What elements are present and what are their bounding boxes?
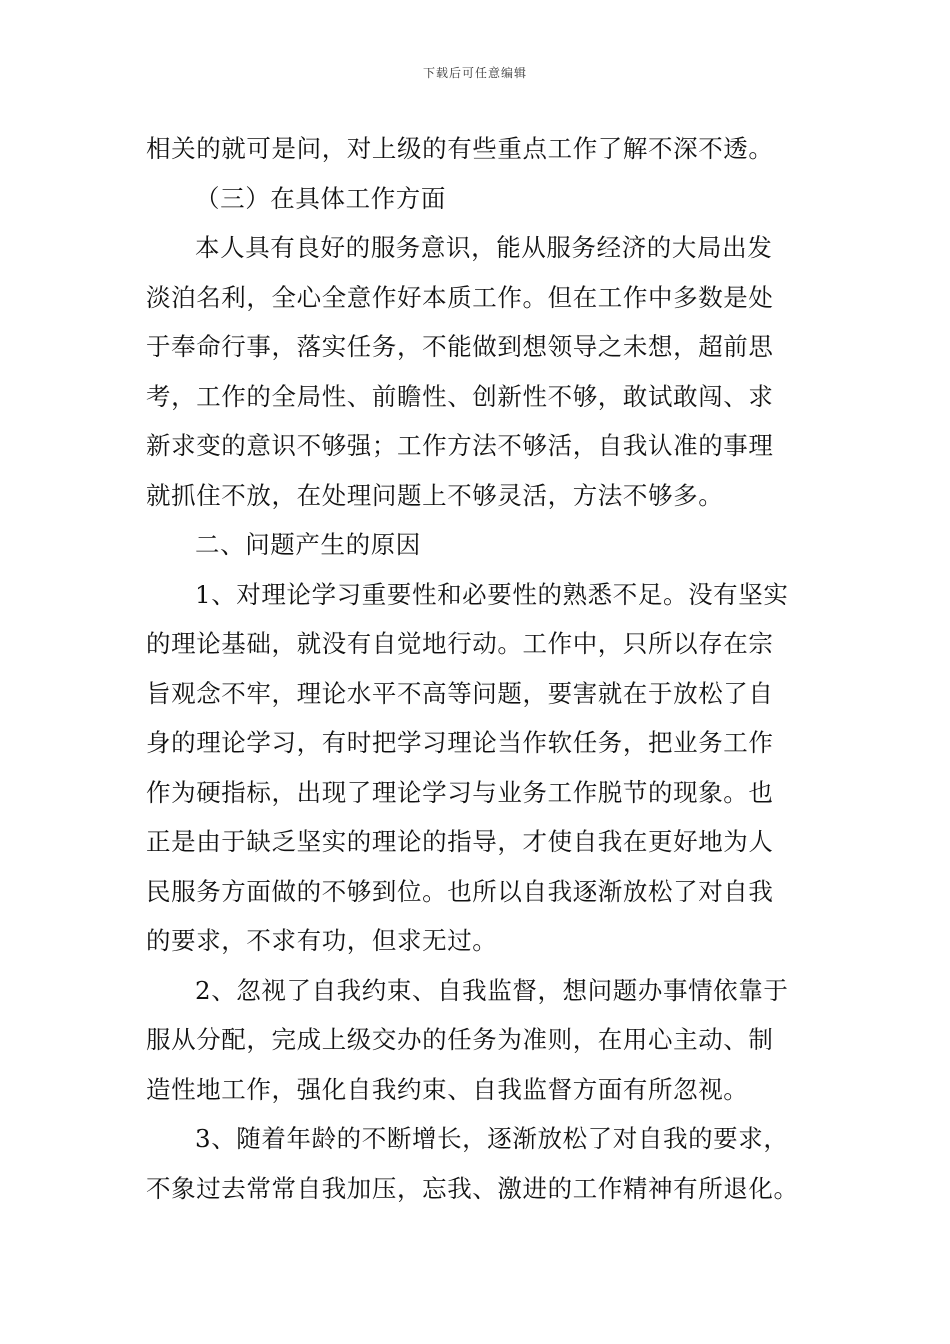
text-line: 造性地工作，强化自我约束、自我监督方面有所忽视。 [146, 1074, 749, 1104]
text-line: 不象过去常常自我加压，忘我、激进的工作精神有所退化。 [146, 1173, 799, 1203]
text-line: 考，工作的全局性、前瞻性、创新性不够，敢试敢闯、求 [146, 381, 774, 411]
text-line: 3、随着年龄的不断增长，逐渐放松了对自我的要求， [195, 1124, 789, 1153]
section-heading: （三）在具体工作方面 [195, 183, 446, 213]
text-line: 旨观念不牢，理论水平不高等问题，要害就在于放松了自 [146, 678, 774, 708]
text-line: 1、对理论学习重要性和必要性的熟悉不足。没有坚实 [195, 579, 789, 609]
text-line: 新求变的意识不够强；工作方法不够活，自我认准的事理 [146, 431, 774, 460]
text-line: 淡泊名利，全心全意作好本质工作。但在工作中多数是处 [146, 282, 774, 312]
text-line: 服从分配，完成上级交办的任务为准则，在用心主动、制 [146, 1025, 774, 1054]
text-line: 的理论基础，就没有自觉地行动。工作中，只所以存在宗 [146, 629, 774, 658]
section-heading: 二、问题产生的原因 [195, 530, 421, 559]
document-body [146, 124, 814, 1213]
page-header: 下载后可任意编辑 [422, 66, 527, 80]
text-line: 就抓住不放，在处理问题上不够灵活，方法不够多。 [146, 480, 724, 510]
text-line: 本人具有良好的服务意识，能从服务经济的大局出发 [195, 233, 773, 262]
text-line: 作为硬指标，出现了理论学习与业务工作脱节的现象。也 [146, 777, 774, 807]
text-line: 于奉命行事，落实任务，不能做到想领导之未想，超前思 [146, 332, 774, 361]
text-line: 相关的就可是问，对上级的有些重点工作了解不深不透。 [146, 134, 774, 163]
text-line: 正是由于缺乏坚实的理论的指导，才使自我在更好地为人 [146, 827, 774, 856]
text-line: 身的理论学习，有时把学习理论当作软任务，把业务工作 [146, 728, 774, 757]
text-line: 的要求，不求有功，但求无过。 [146, 926, 498, 955]
text-line: 2、忽视了自我约束、自我监督，想问题办事情依靠于 [195, 975, 789, 1005]
text-line: 民服务方面做的不够到位。也所以自我逐渐放松了对自我 [146, 876, 774, 906]
